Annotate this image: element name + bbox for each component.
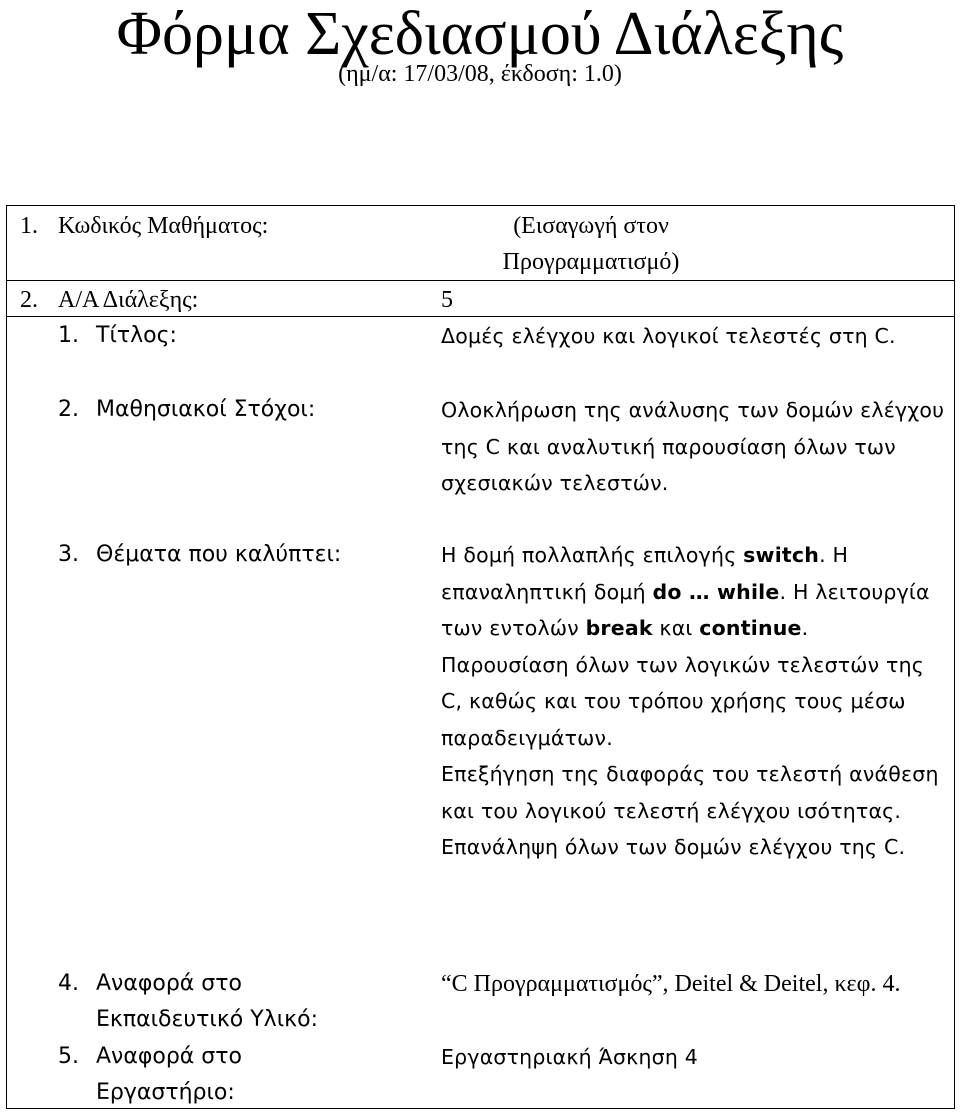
text-run: . xyxy=(801,616,809,640)
keyword-switch: switch xyxy=(743,543,820,567)
title-value: Δομές ελέγχου και λογικοί τελεστές στη C. xyxy=(441,324,896,348)
page-subtitle: (ημ/α: 17/03/08, έκδοση: 1.0) xyxy=(338,61,622,87)
value-line: Προγραμματισμό) xyxy=(502,249,680,275)
keyword-continue: continue xyxy=(699,616,802,640)
topics-paragraph: Επανάληψη όλων των δομών ελέγχου της C. xyxy=(441,835,906,859)
label-text: Α/Α Διάλεξης: xyxy=(58,287,199,313)
topics-value xyxy=(441,537,946,866)
course-code-value xyxy=(441,208,741,280)
topics-paragraph: Παρουσίαση όλων των λογικών τελεστών της C, καθώς και του τρόπου χρήσης τους μέσω παραδειγμάτων. xyxy=(441,652,925,750)
topics-label xyxy=(58,537,341,573)
title-label xyxy=(58,318,177,354)
topics-paragraph xyxy=(441,537,946,647)
lab-label xyxy=(58,1039,242,1111)
lecture-number-value: 5 xyxy=(441,287,453,313)
value-line: (Εισαγωγή στον xyxy=(513,213,669,239)
text-run: Η δομή πολλαπλής επιλογής xyxy=(441,543,744,567)
row-number: 5. xyxy=(58,1044,79,1069)
material-label xyxy=(58,966,318,1038)
label-text: Μαθησιακοί Στόχοι: xyxy=(96,397,316,422)
label-text: Εκπαιδευτικό Υλικό: xyxy=(96,1007,318,1032)
row-number: 2. xyxy=(58,397,79,422)
row-divider xyxy=(6,280,955,281)
row-number: 1. xyxy=(58,323,79,348)
keyword-do-while: do … while xyxy=(652,579,780,604)
lab-value: Εργαστηριακή Άσκηση 4 xyxy=(441,1045,698,1069)
label-text: Αναφορά στο xyxy=(96,971,242,996)
page-title: Φόρμα Σχεδιασμού Διάλεξης xyxy=(116,0,844,68)
topics-paragraph: Επεξήγηση της διαφοράς του τελεστή ανάθεση και του λογικού τελεστή ελέγχου ισότητας. xyxy=(441,762,939,823)
text-run: . Η επαναληπτική δομή xyxy=(441,543,849,604)
objectives-value: Ολοκλήρωση της ανάλυσης των δομών ελέγχου της C και αναλυτική παρουσίαση όλων των σχεσιακών τελεστών. xyxy=(441,398,945,495)
row-number: 3. xyxy=(58,542,79,567)
row-number: 4. xyxy=(58,971,79,996)
row-number: 2. xyxy=(20,287,38,313)
course-code-label xyxy=(20,208,268,244)
text-run: . Η λειτουργία των εντολών xyxy=(441,579,930,640)
label-text: Θέματα που καλύπτει: xyxy=(96,542,342,567)
objectives-label xyxy=(58,392,315,428)
row-number: 1. xyxy=(20,213,38,239)
label-text: Τίτλος: xyxy=(96,323,177,348)
label-text: Εργαστήριο: xyxy=(96,1080,235,1105)
lecture-number-label xyxy=(20,282,198,318)
material-value: “C Προγραμματισμός”, Deitel & Deitel, κεφ. 4. xyxy=(441,971,901,997)
keyword-break: break xyxy=(585,616,653,640)
text-run: και xyxy=(652,616,700,640)
label-text: Κωδικός Μαθήματος: xyxy=(58,213,269,239)
label-text: Αναφορά στο xyxy=(96,1044,242,1069)
